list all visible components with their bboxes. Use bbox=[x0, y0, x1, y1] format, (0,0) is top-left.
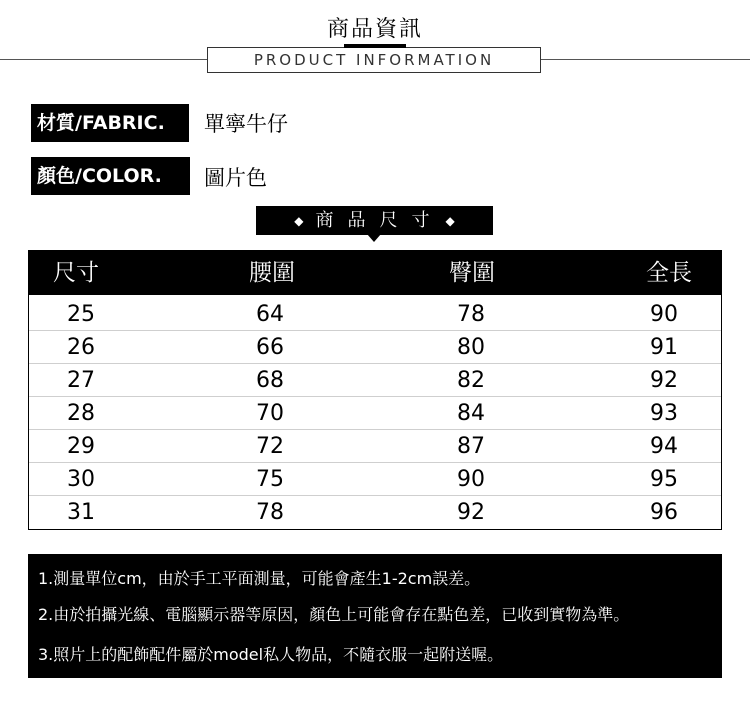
size-heading-text: 商品尺寸 bbox=[315, 210, 444, 231]
cell-length: 90 bbox=[650, 302, 678, 327]
fabric-value: 單寧牛仔 bbox=[204, 112, 288, 136]
cell-size: 30 bbox=[67, 467, 95, 492]
column-header-hip: 臀圍 bbox=[449, 260, 495, 286]
table-row bbox=[29, 364, 721, 397]
table-row bbox=[29, 430, 721, 463]
size-section-heading bbox=[256, 206, 493, 235]
heading-pointer-icon bbox=[367, 234, 381, 242]
page-subtitle: PRODUCT INFORMATION bbox=[207, 47, 541, 73]
fabric-label: 材質/FABRIC. bbox=[31, 104, 189, 142]
header-accent-bar bbox=[344, 44, 406, 48]
cell-hip: 92 bbox=[457, 500, 485, 525]
column-header-size: 尺寸 bbox=[53, 260, 99, 286]
cell-waist: 78 bbox=[256, 500, 284, 525]
cell-hip: 80 bbox=[457, 335, 485, 360]
note-item: 1.測量單位cm，由於手工平面測量，可能會產生1-2cm誤差。 bbox=[38, 569, 481, 588]
cell-size: 29 bbox=[67, 434, 95, 459]
cell-hip: 78 bbox=[457, 302, 485, 327]
cell-length: 91 bbox=[650, 335, 678, 360]
cell-waist: 68 bbox=[256, 368, 284, 393]
cell-length: 96 bbox=[650, 500, 678, 525]
size-table bbox=[28, 250, 722, 530]
cell-hip: 90 bbox=[457, 467, 485, 492]
cell-length: 95 bbox=[650, 467, 678, 492]
page-title: 商品資訊 bbox=[326, 17, 423, 42]
cell-length: 92 bbox=[650, 368, 678, 393]
cell-hip: 84 bbox=[457, 401, 485, 426]
table-row bbox=[29, 496, 721, 529]
table-header bbox=[29, 251, 721, 295]
note-item: 2.由於拍攝光線、電腦顯示器等原因，顏色上可能會存在點色差，已收到實物為準。 bbox=[38, 605, 630, 624]
cell-size: 25 bbox=[67, 302, 95, 327]
cell-waist: 72 bbox=[256, 434, 284, 459]
column-header-waist: 腰圍 bbox=[249, 260, 295, 286]
table-row bbox=[29, 463, 721, 496]
diamond-icon: ◆ bbox=[445, 213, 455, 228]
header-divider-right bbox=[541, 59, 750, 60]
cell-size: 28 bbox=[67, 401, 95, 426]
note-item: 3.照片上的配飾配件屬於model私人物品，不隨衣服一起附送喔。 bbox=[38, 645, 504, 664]
cell-waist: 64 bbox=[256, 302, 284, 327]
cell-size: 26 bbox=[67, 335, 95, 360]
cell-size: 27 bbox=[67, 368, 95, 393]
cell-size: 31 bbox=[67, 500, 95, 525]
table-row bbox=[29, 298, 721, 331]
cell-length: 93 bbox=[650, 401, 678, 426]
diamond-icon: ◆ bbox=[294, 213, 304, 228]
cell-length: 94 bbox=[650, 434, 678, 459]
cell-waist: 66 bbox=[256, 335, 284, 360]
notes-panel bbox=[28, 554, 722, 678]
table-row bbox=[29, 397, 721, 430]
cell-waist: 75 bbox=[256, 467, 284, 492]
color-value: 圖片色 bbox=[204, 166, 267, 190]
cell-hip: 87 bbox=[457, 434, 485, 459]
color-label: 顏色/COLOR. bbox=[31, 157, 190, 195]
cell-waist: 70 bbox=[256, 401, 284, 426]
header-divider-left bbox=[0, 59, 207, 60]
column-header-length: 全長 bbox=[646, 260, 692, 286]
table-row bbox=[29, 331, 721, 364]
cell-hip: 82 bbox=[457, 368, 485, 393]
